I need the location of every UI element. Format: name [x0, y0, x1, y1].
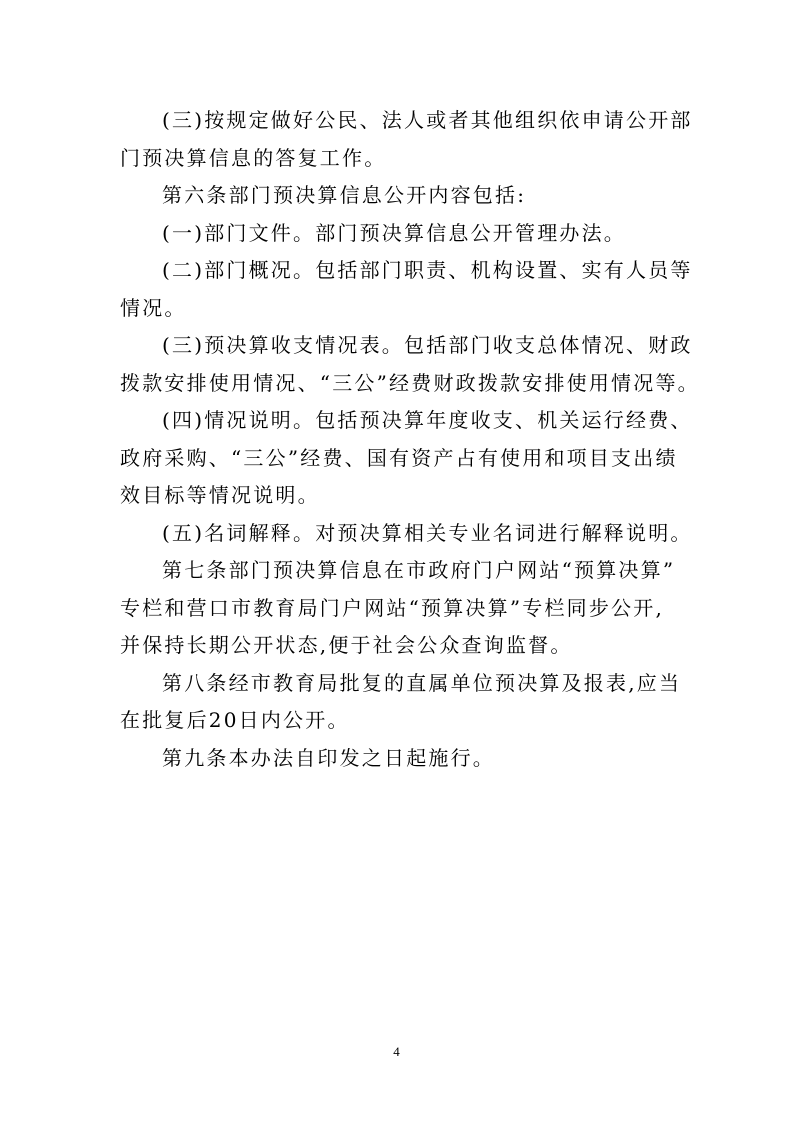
paragraph-line: 在批复后20日内公开。 [120, 708, 350, 732]
paragraph-line: (四)情况说明。包括预决算年度收支、机关运行经费、 [162, 408, 693, 432]
article-eight-heading: 第八条经市教育局批复的直属单位预决算及报表,应当 [162, 671, 682, 695]
paragraph-line: (五)名词解释。对预决算相关专业名词进行解释说明。 [162, 521, 693, 545]
paragraph-line: 效目标等情况说明。 [120, 483, 320, 507]
page-number: 4 [393, 1044, 400, 1059]
article-nine-heading: 第九条本办法自印发之日起施行。 [162, 746, 495, 770]
article-seven-heading: 第七条部门预决算信息在市政府门户网站“预算决算” [162, 558, 676, 582]
paragraph-line: (二)部门概况。包括部门职责、机构设置、实有人员等 [162, 258, 693, 282]
paragraph-line: 拨款安排使用情况、“三公”经费财政拨款安排使用情况等。 [120, 371, 700, 395]
article-six-heading: 第六条部门预决算信息公开内容包括: [162, 183, 527, 207]
paragraph-line: (三)预决算收支情况表。包括部门收支总体情况、财政 [162, 333, 693, 357]
paragraph-line: (一)部门文件。部门预决算信息公开管理办法。 [162, 221, 627, 245]
paragraph-line: (三)按规定做好公民、法人或者其他组织依申请公开部 [162, 108, 693, 132]
paragraph-line: 门预决算信息的答复工作。 [120, 146, 387, 170]
paragraph-line: 政府采购、“三公”经费、国有资产占有使用和项目支出绩 [120, 446, 678, 470]
paragraph-line: 情况。 [120, 296, 187, 320]
paragraph-line: 专栏和营口市教育局门户网站“预算决算”专栏同步公开, [120, 596, 665, 620]
paragraph-line: 并保持长期公开状态,便于社会公众查询监督。 [120, 633, 573, 657]
